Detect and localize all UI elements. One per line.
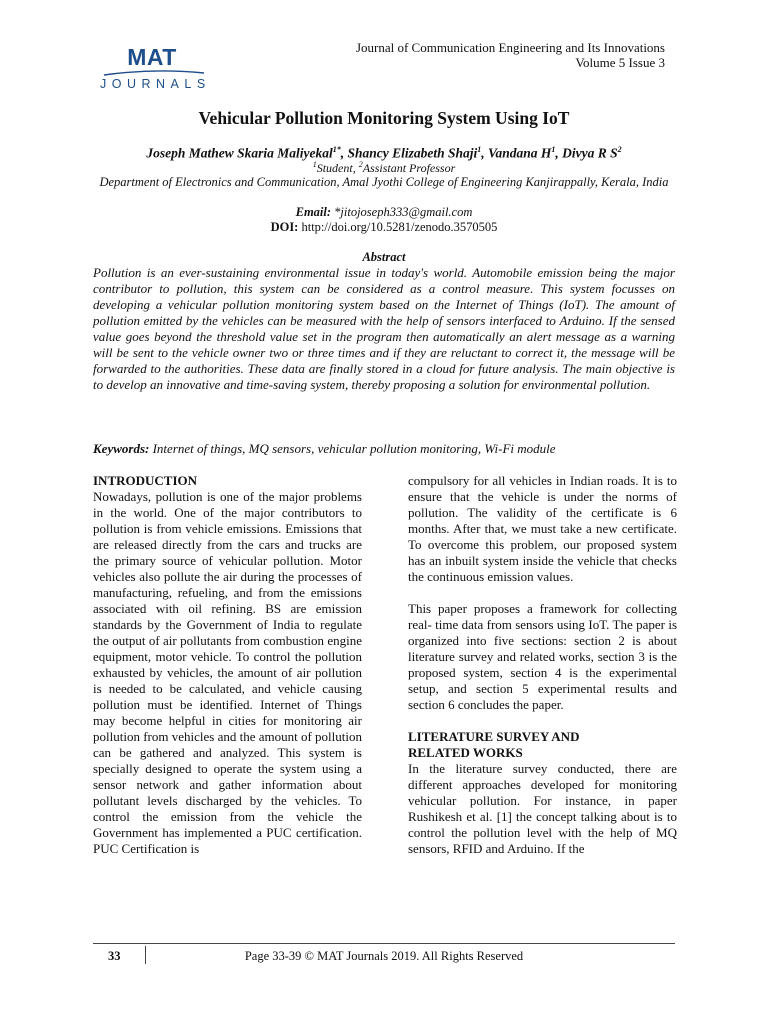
doi-link[interactable]: http://doi.org/10.5281/zenodo.3570505 (298, 220, 498, 234)
intro-paragraph: Nowadays, pollution is one of the major problems in the world. One of the major contributors to pollution is from vehicle emissions. Emissions that are released directly from the cars and trucks are the primary source of vehicular pollution. Motor vehicles also pollute the air during the processes of manufacturing, refueling, and from the emissions associated with oil refining. BS are emission standards by the Government of India to regulate the output of air pollutants from combustion engine equipment, motor vehicle. To control the pollution exhausted by vehicles, the amount of air pollution is needed to be calculated, and vehicle causing pollution must be identified. Internet of Things may become helpful in cities for monitoring air pollution from vehicles and the amount of pollution can be gathered and analyzed. This system is specially designed to operate the system using a sensor network and gather information about pollutant levels discharged by the vehicles. To control the emission from the vehicle the Government has implemented a PUC certification. PUC Certification is (93, 489, 362, 856)
right-column (408, 473, 677, 857)
intro-heading: INTRODUCTION (93, 473, 198, 488)
journal-header (356, 40, 665, 70)
logo-brand: MAT (127, 44, 177, 70)
paper-title: Vehicular Pollution Monitoring System Using IoT (198, 108, 570, 128)
logo-subtitle: JOURNALS (100, 77, 211, 91)
role-mark: 2 (358, 160, 363, 169)
page-number: 33 (108, 949, 121, 963)
author-name: , Shancy Elizabeth Shaji (340, 145, 478, 161)
author-name: , Vandana H (481, 145, 552, 161)
email-line (0, 205, 768, 220)
email-address[interactable]: *jitojoseph333@gmail.com (331, 205, 473, 219)
lit-heading-line: RELATED WORKS (408, 745, 523, 760)
author-affiliation-mark: 1 (477, 145, 482, 154)
keywords-label: Keywords: (93, 441, 150, 456)
footer-copyright: Page 33-39 © MAT Journals 2019. All Rights Reserved (244, 949, 524, 963)
author-name: Joseph Mathew Skaria Maliyekal (146, 145, 333, 161)
author-affiliation-mark: 1* (332, 145, 341, 154)
role-label: Assistant Professor (362, 161, 456, 175)
left-column (93, 473, 362, 857)
keywords-line (93, 441, 675, 457)
author-affiliation-mark: 1 (551, 145, 556, 154)
journal-name: Journal of Communication Engineering and Its Innovations (355, 40, 665, 55)
body-paragraph: This paper proposes a framework for collecting real- time data from sensors using IoT. The paper is organized into five sections: section 2 is about literature survey and related works, section 3 is the proposed system, section 4 is the experimental setup, and section 5 experimental results and section 6 concludes the paper. (408, 601, 677, 712)
doi-label: DOI: (270, 220, 299, 234)
doi-line (0, 220, 768, 235)
body-paragraph: In the literature survey conducted, there are different approaches developed for monitoring vehicular pollution. For instance, in paper Rushikesh et al. [1] the concept talking about is to control the pollution level with the help of MQ sensors, RFID and Arduino. If the (408, 761, 677, 856)
keywords-value: Internet of things, MQ sensors, vehicular pollution monitoring, Wi-Fi module (149, 441, 556, 456)
lit-survey-heading (408, 729, 677, 761)
body-paragraph: compulsory for all vehicles in Indian roads. It is to ensure that the vehicle is under the norms of pollution. The validity of the certificate is 6 months. After that, we must take a new certificate. To overcome this problem, our proposed system has an inbuilt system inside the vehicle that checks the continuous emission values. (408, 473, 677, 584)
role-label: Student, (316, 161, 359, 175)
footer-divider (93, 943, 675, 944)
author-roles (0, 160, 768, 176)
mat-journals-logo (100, 44, 210, 91)
role-mark: 1 (312, 160, 317, 169)
lit-heading-line: LITERATURE SURVEY AND (408, 729, 580, 744)
abstract-heading: Abstract (362, 250, 406, 264)
affiliation: Department of Electronics and Communication, Amal Jyothi College of Engineering Kanjirappally, Kerala, India (99, 175, 669, 189)
abstract-text: Pollution is an ever-sustaining environmental issue in today's world. Automobile emission being the major contributor to pollution, this system can be considered as a control measure. This system focusses on developing a vehicular pollution monitoring system based on the Internet of Things (IoT). The amount of pollution emitted by the vehicles can be measured with the help of sensors interfaced to Arduino. If the sensed value goes beyond the threshold value set in the program then automatically an alert message as a warning will be sent to the vehicle owner two or three times and if they are reluctant to correct it, the message will be forwarded to the authorities. These data are finally stored in a cloud for future analysis. The main objective is to develop an innovative and time-saving system, thereby proposing a solution for environmental pollution. (93, 265, 675, 392)
journal-volume: Volume 5 Issue 3 (575, 55, 665, 70)
email-label: Email: (295, 205, 332, 219)
author-name: , Divya R S (555, 145, 618, 161)
author-affiliation-mark: 2 (617, 145, 622, 154)
